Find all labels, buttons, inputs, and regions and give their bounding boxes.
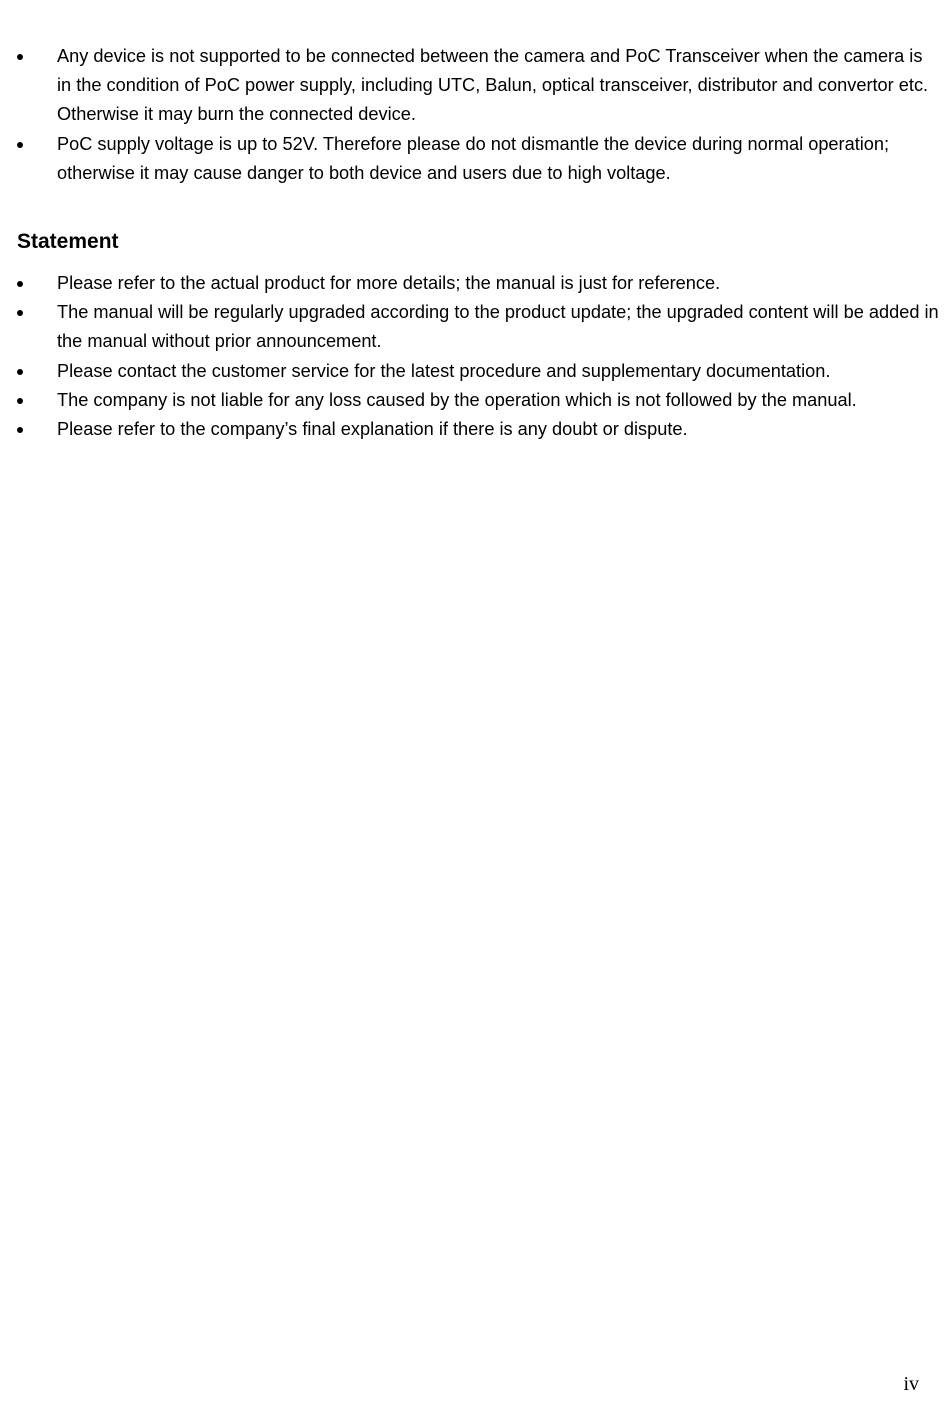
list-item-text: The manual will be regularly upgraded according to the product update; the upgraded content will be added in the manual without prior announcement. xyxy=(57,302,939,352)
precautions-list xyxy=(0,42,940,188)
bullet-icon xyxy=(17,142,23,148)
list-item-text: Please refer to the actual product for more details; the manual is just for reference. xyxy=(57,273,721,293)
bullet-icon xyxy=(17,54,23,60)
list-item xyxy=(0,357,940,386)
bullet-icon xyxy=(17,310,23,316)
list-item-text: PoC supply voltage is up to 52V. Therefore please do not dismantle the device during normal operation; otherwise it may cause danger to both device and users due to high voltage. xyxy=(57,133,890,183)
list-item xyxy=(0,269,940,298)
bullet-icon xyxy=(17,427,23,433)
statement-list xyxy=(0,269,940,444)
list-item xyxy=(0,298,940,356)
list-item-text: The company is not liable for any loss caused by the operation which is not followed by the manual. xyxy=(57,389,857,410)
list-item-text: Please contact the customer service for the latest procedure and supplementary documentation. xyxy=(57,360,831,381)
statement-heading: Statement xyxy=(17,230,119,253)
list-item-text: Please refer to the company’s final explanation if there is any doubt or dispute. xyxy=(57,419,688,440)
list-item xyxy=(0,415,940,444)
bullet-icon xyxy=(17,281,23,287)
bullet-icon xyxy=(17,398,23,404)
bullet-icon xyxy=(17,369,23,375)
list-item xyxy=(0,42,940,130)
list-item xyxy=(0,130,940,188)
list-item-text: Any device is not supported to be connected between the camera and PoC Transceiver when the camera is in the condition of PoC power supply, including UTC, Balun, optical transceiver, distributor and convertor etc. Otherwise it may burn the connected device. xyxy=(57,46,929,125)
page-number: iv xyxy=(903,1373,919,1395)
list-item xyxy=(0,386,940,415)
